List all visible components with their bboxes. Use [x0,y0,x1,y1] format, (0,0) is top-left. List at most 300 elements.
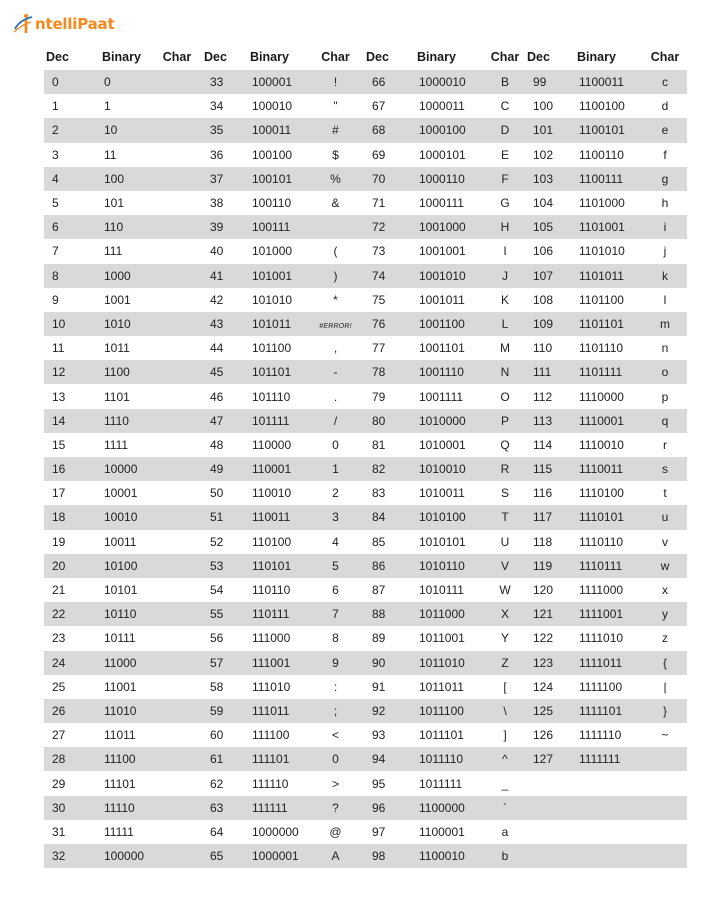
dec-cell: 108 [533,292,554,307]
dec-cell: 75 [372,292,386,307]
header-dec: Dec [366,50,389,64]
dec-cell: 80 [364,409,409,433]
char-cell: z [662,631,668,646]
binary-cell: 100000 [94,844,152,868]
dec-cell: 97 [372,824,386,839]
char-cell: V [485,554,525,578]
table-header [44,44,687,70]
char-cell: > [331,776,339,791]
dec-cell: 103 [525,167,569,191]
binary-cell: 110010 [252,486,292,501]
table-row [44,312,687,336]
binary-cell: 10101 [104,583,138,598]
dec-cell: 66 [364,70,409,94]
char-cell: 6 [332,583,339,598]
binary-cell: 1000110 [409,167,485,191]
dec-cell: 49 [202,457,242,481]
binary-cell: 101110 [252,389,291,404]
binary-cell: 1011 [104,341,130,356]
dec-cell: 46 [210,389,224,404]
binary-cell: 11 [104,147,117,162]
binary-cell: 111100 [252,728,290,743]
dec-cell: 96 [364,796,409,820]
dec-cell: 91 [372,679,386,694]
binary-cell: 10110 [94,602,152,626]
table-row [44,530,687,554]
char-cell: I [503,244,507,259]
dec-cell: 24 [44,651,94,675]
binary-cell: 1110100 [579,486,624,501]
binary-cell: 10111 [104,631,136,646]
table-row [44,167,687,191]
char-cell: M [500,341,510,356]
char-cell [152,844,202,868]
char-cell: S [500,486,509,501]
binary-cell: 1110011 [569,457,643,481]
dec-cell [525,844,569,868]
binary-cell: 1111011 [569,651,643,675]
binary-cell: 1111001 [569,602,643,626]
binary-cell: 1101001 [569,215,643,239]
char-cell: Y [500,631,509,646]
dec-cell: 69 [372,147,386,162]
binary-cell: 110000 [252,437,292,452]
dec-cell: 57 [202,651,242,675]
binary-cell: 10100 [94,554,152,578]
binary-cell: 1011011 [419,679,464,694]
char-cell [152,336,202,360]
dec-cell: 22 [44,602,94,626]
table-row [44,118,687,142]
binary-cell: 1000011 [419,99,465,114]
dec-cell: 41 [202,264,242,288]
char-cell: 5 [307,554,364,578]
table-row [44,602,687,626]
binary-cell: 100101 [242,167,307,191]
dec-cell: 10 [44,312,94,336]
char-cell [152,191,202,215]
dec-cell: 87 [372,583,386,598]
binary-cell: 1000111 [419,196,464,211]
header-char: Char [321,50,350,64]
binary-cell: 1011000 [409,602,485,626]
binary-cell: 101010 [252,292,293,307]
table-row [44,675,687,699]
char-cell: \ [485,699,525,723]
dec-cell: 78 [364,360,409,384]
binary-cell: 111011 [242,699,307,723]
binary-cell: 1110 [94,409,152,433]
char-cell: ( [333,244,338,259]
dec-cell: 126 [533,728,554,743]
binary-cell: 1101111 [569,360,643,384]
binary-cell: 11001 [104,679,137,694]
binary-cell: 100111 [242,215,307,239]
dec-cell: 125 [525,699,569,723]
dec-cell: 18 [44,505,94,529]
dec-cell: 31 [52,824,66,839]
char-cell: h [661,196,669,211]
dec-cell: 74 [364,264,409,288]
binary-cell: 11100 [94,747,152,771]
dec-cell: 65 [202,844,242,868]
dec-cell: 59 [202,699,242,723]
binary-cell: 1100111 [569,167,643,191]
binary-cell: 111111 [242,796,307,820]
header-row [44,44,687,70]
char-cell [152,675,202,699]
binary-cell: 0 [94,70,152,94]
binary-cell: 1001111 [419,389,464,404]
dec-cell: 110 [533,341,553,356]
dec-cell: 77 [372,341,386,356]
binary-cell: 1101101 [569,312,643,336]
char-cell: c [643,70,687,94]
dec-cell: 115 [525,457,569,481]
table-row [44,699,687,723]
binary-cell: 110100 [252,534,292,549]
dec-cell: 0 [44,70,94,94]
table-row [44,239,687,263]
dec-cell: 1 [52,99,59,114]
dec-cell: 9 [52,292,59,307]
binary-cell: 1000100 [409,118,485,142]
char-cell [152,626,202,650]
table-row [44,264,687,288]
char-cell: j [663,244,667,259]
char-cell: 9 [307,651,364,675]
char-cell [152,602,202,626]
header-dec: Dec [204,50,227,64]
char-cell: e [643,118,687,142]
dec-cell: 23 [52,631,66,646]
dec-cell: 84 [364,505,409,529]
binary-cell: 1001000 [409,215,485,239]
char-cell [643,796,687,820]
binary-cell: 111 [104,244,123,259]
dec-cell: 118 [533,534,553,549]
binary-cell: 101 [104,196,125,211]
char-cell: ` [485,796,525,820]
dec-cell: 14 [44,409,94,433]
char-cell: & [331,196,340,211]
dec-cell: 99 [525,70,569,94]
char-cell: @ [329,824,342,839]
dec-cell: 113 [525,409,569,433]
table-row [44,191,687,215]
char-cell: 0 [307,747,364,771]
char-cell [152,578,202,602]
dec-cell: 6 [44,215,94,239]
char-cell: ) [307,264,364,288]
binary-cell: 111001 [242,651,307,675]
char-cell: / [307,409,364,433]
char-cell: 3 [307,505,364,529]
binary-cell: 10000 [94,457,152,481]
binary-cell: 1100100 [579,99,625,114]
dec-cell: 45 [202,360,242,384]
dec-cell: 107 [525,264,569,288]
char-cell: b [485,844,525,868]
binary-cell: 1111000 [579,583,624,598]
char-cell [152,796,202,820]
char-cell: n [661,341,669,356]
header-char: Char [490,50,520,64]
dec-cell: 25 [52,679,66,694]
char-cell [152,554,202,578]
dec-cell: 48 [210,437,224,452]
dec-cell [525,771,569,795]
binary-cell: 100100 [252,147,293,162]
char-cell [152,747,202,771]
char-cell: i [643,215,687,239]
header-dec: Dec [46,50,69,64]
char-cell: D [485,118,525,142]
binary-cell: 1110000 [579,389,624,404]
char-cell: B [485,70,525,94]
dec-cell: 44 [210,341,224,356]
dec-cell: 36 [210,147,224,162]
dec-cell: 120 [533,583,554,598]
char-cell: L [485,312,525,336]
char-cell: d [661,99,669,114]
char-cell [643,771,687,795]
binary-cell [569,771,643,795]
char-cell: * [333,292,338,307]
dec-cell: 88 [364,602,409,626]
binary-cell [569,796,643,820]
char-cell [152,433,202,457]
char-cell: k [643,264,687,288]
dec-cell: 42 [210,292,224,307]
binary-cell: 1100101 [569,118,643,142]
binary-cell: 1101 [104,389,130,404]
char-cell: T [485,505,525,529]
table-row [44,554,687,578]
char-cell: x [662,583,668,598]
dec-cell: 122 [533,631,554,646]
dec-cell: 101 [525,118,569,142]
binary-cell: 1010000 [409,409,485,433]
dec-cell: 63 [202,796,242,820]
dec-cell: 54 [210,583,224,598]
dec-cell: 105 [525,215,569,239]
dec-cell: 92 [364,699,409,723]
dec-cell: 67 [372,99,386,114]
binary-cell: 1000000 [252,824,299,839]
binary-cell: 1110110 [579,534,624,549]
table-row [44,820,687,844]
binary-cell: 110110 [252,583,291,598]
binary-cell: 1101011 [569,264,643,288]
binary-cell: 1111 [104,437,129,452]
binary-cell: 1010110 [409,554,485,578]
char-cell [152,481,202,505]
char-cell: - [307,360,364,384]
dec-cell: 86 [364,554,409,578]
binary-cell: 1101110 [579,341,624,356]
char-cell: ~ [661,728,669,743]
char-cell: ] [503,728,507,743]
binary-cell: 1110111 [569,554,643,578]
binary-cell: 110001 [242,457,307,481]
binary-cell: 111000 [252,631,291,646]
binary-cell: 1111110 [579,728,622,743]
dec-cell: 4 [44,167,94,191]
binary-cell: 100001 [242,70,307,94]
binary-cell: 101111 [242,409,307,433]
char-cell [152,651,202,675]
binary-cell: 1001 [104,292,131,307]
table-row [44,70,687,94]
binary-cell: 110111 [242,602,307,626]
char-cell [152,771,202,795]
header-binary: Binary [417,50,456,64]
table-row [44,481,687,505]
char-cell [152,239,202,263]
dec-cell: 51 [202,505,242,529]
char-cell [152,699,202,723]
binary-cell: 1100010 [409,844,485,868]
binary-cell: 1010101 [419,534,466,549]
char-cell [152,70,202,94]
dec-cell: 55 [202,602,242,626]
table-row [44,651,687,675]
char-cell: 0 [332,437,339,452]
char-cell: $ [332,147,339,162]
char-cell [152,167,202,191]
char-cell: 4 [332,534,339,549]
dec-cell: 98 [364,844,409,868]
binary-cell: 1101100 [579,292,624,307]
binary-cell: 110101 [242,554,307,578]
char-cell: s [643,457,687,481]
dec-cell: 79 [372,389,386,404]
char-cell: R [485,457,525,481]
char-cell: H [485,215,525,239]
char-cell [152,530,202,554]
dec-cell: 29 [52,776,66,791]
char-cell [152,94,202,118]
dec-cell: 124 [533,679,554,694]
dec-cell: 111 [525,360,569,384]
dec-cell: 19 [52,534,66,549]
binary-cell: 100011 [242,118,307,142]
dec-cell: 15 [52,437,66,452]
char-cell [152,288,202,312]
binary-cell: 11011 [104,728,136,743]
dec-cell: 27 [52,728,66,743]
binary-cell: 11000 [94,651,152,675]
char-cell: } [643,699,687,723]
binary-cell: 1100110 [579,147,624,162]
binary-cell: 1100000 [409,796,485,820]
dec-cell: 85 [372,534,386,549]
dec-cell: 28 [44,747,94,771]
binary-cell: 111010 [252,679,291,694]
table-row [44,457,687,481]
char-cell: G [500,196,510,211]
dec-cell: 60 [210,728,224,743]
binary-cell: 11110 [94,796,152,820]
binary-cell: 1111010 [579,631,624,646]
table-row [44,505,687,529]
binary-cell: 1110010 [579,437,624,452]
dec-cell: 53 [202,554,242,578]
brand-name: ntelliPaat [35,15,115,33]
binary-cell: 1101000 [579,196,625,211]
char-cell: a [501,824,509,839]
char-cell [643,747,687,771]
char-cell: E [500,147,509,162]
binary-cell: 1000 [94,264,152,288]
intellipaat-logo-mark-icon [12,12,34,36]
binary-cell: 1001110 [409,360,485,384]
binary-cell: 1011111 [419,776,463,791]
table-row [44,433,687,457]
brand-logo [12,10,114,38]
binary-cell: 1011001 [419,631,465,646]
dec-cell: 52 [210,534,224,549]
dec-cell: 76 [364,312,409,336]
dec-cell: 20 [44,554,94,578]
char-cell: y [643,602,687,626]
char-cell: v [662,534,668,549]
dec-cell: 3 [52,147,59,162]
char-cell: p [661,389,669,404]
binary-cell: 11111 [104,824,134,839]
binary-cell: 1100 [94,360,152,384]
binary-cell: 1010010 [409,457,485,481]
char-cell: K [500,292,509,307]
dec-cell: 116 [533,486,553,501]
binary-cell: 1001001 [419,244,466,259]
dec-cell: 16 [44,457,94,481]
char-cell: F [485,167,525,191]
dec-cell: 7 [52,244,59,259]
dec-cell: 58 [210,679,224,694]
char-cell [152,505,202,529]
char-cell: 1 [307,457,364,481]
binary-cell: 111101 [242,747,307,771]
table-row [44,360,687,384]
binary-cell: 110 [94,215,152,239]
binary-cell: 1110101 [569,505,643,529]
char-cell: W [499,583,511,598]
binary-cell: 1110001 [569,409,643,433]
binary-cell: 1010011 [419,486,465,501]
char-cell: O [500,389,510,404]
dec-cell: 5 [52,196,59,211]
binary-cell: 101000 [252,244,293,259]
dec-cell: 64 [210,824,224,839]
table-body [44,70,687,868]
char-cell: . [333,389,338,404]
char-cell: < [331,728,339,743]
dec-cell: 82 [364,457,409,481]
char-cell: ! [307,70,364,94]
char-cell: U [500,534,510,549]
binary-cell [569,844,643,868]
table-row [44,626,687,650]
dec-cell: 90 [364,651,409,675]
char-cell [152,409,202,433]
dec-cell: 104 [533,196,554,211]
char-cell: N [485,360,525,384]
binary-cell: 100110 [252,196,292,211]
char-cell [152,264,202,288]
table-row [44,747,687,771]
